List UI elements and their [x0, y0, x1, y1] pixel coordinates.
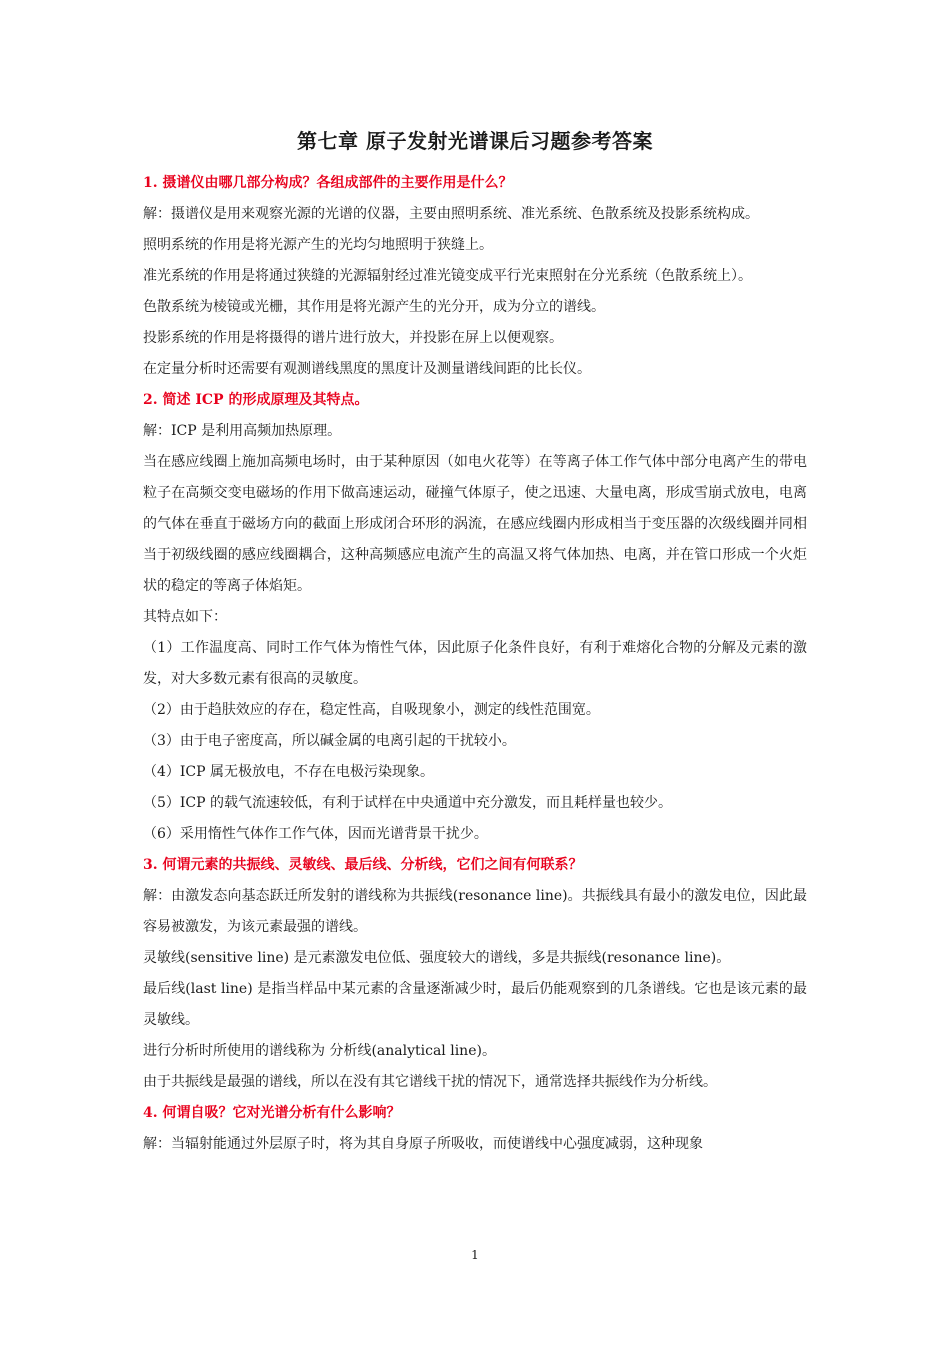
- paragraph: 解：当辐射能通过外层原子时，将为其自身原子所吸收，而使谱线中心强度减弱，这种现象: [143, 1136, 703, 1152]
- document-body: [143, 168, 807, 1160]
- paragraph: 投影系统的作用是将摄得的谱片进行放大，并投影在屏上以便观察。: [143, 330, 563, 346]
- paragraph: 其特点如下：: [143, 609, 227, 625]
- paragraph: 色散系统为棱镜或光栅，其作用是将光源产生的光分开，成为分立的谱线。: [143, 299, 605, 315]
- paragraph: 最后线(last line) 是指当样品中某元素的含量逐渐减少时，最后仍能观察到的几条谱线。它也是该元素的最灵敏线。: [143, 981, 807, 1028]
- paragraph: 灵敏线(sensitive line) 是元素激发电位低、强度较大的谱线，多是共振线(resonance line)。: [143, 950, 731, 966]
- list-item: （3）由于电子密度高，所以碱金属的电离引起的干扰较小。: [143, 733, 516, 749]
- list-item: （5）ICP 的载气流速较低，有利于试样在中央通道中充分激发，而且耗样量也较少。: [143, 795, 673, 811]
- question-heading: 2. 简述 ICP 的形成原理及其特点。: [143, 392, 369, 408]
- question-heading: 1. 摄谱仪由哪几部分构成？各组成部件的主要作用是什么？: [143, 175, 513, 191]
- paragraph: 由于共振线是最强的谱线，所以在没有其它谱线干扰的情况下，通常选择共振线作为分析线。: [143, 1074, 717, 1090]
- list-item: （6）采用惰性气体作工作气体，因而光谱背景干扰少。: [143, 826, 488, 842]
- page-number: 1: [471, 1248, 479, 1262]
- question-heading: 3. 何谓元素的共振线、灵敏线、最后线、分析线，它们之间有何联系？: [143, 857, 583, 873]
- paragraph: 解：由激发态向基态跃迁所发射的谱线称为共振线(resonance line)。共振线具有最小的激发电位，因此最容易被激发，为该元素最强的谱线。: [143, 888, 807, 935]
- paragraph: 当在感应线圈上施加高频电场时，由于某种原因（如电火花等）在等离子体工作气体中部分电离产生的带电粒子在高频交变电磁场的作用下做高速运动，碰撞气体原子，使之迅速、大量电离，形成雪崩式放电，电离的气体在垂直于磁场方向的截面上形成闭合环形的涡流，在感应线圈内形成相当于变压器的次级线圈并同相当于初级线圈的感应线圈耦合，这种高频感应电流产生的高温又将气体加热、电离，并在管口形成一个火炬状的稳定的等离子体焰矩。: [143, 454, 807, 594]
- paragraph: 照明系统的作用是将光源产生的光均匀地照明于狭缝上。: [143, 237, 493, 253]
- question-heading: 4. 何谓自吸？它对光谱分析有什么影响？: [143, 1105, 401, 1121]
- page-title: 第七章 原子发射光谱课后习题参考答案: [297, 129, 653, 153]
- paragraph: 准光系统的作用是将通过狭缝的光源辐射经过准光镜变成平行光束照射在分光系统（色散系统上）。: [143, 268, 752, 284]
- list-item: （1）工作温度高、同时工作气体为惰性气体，因此原子化条件良好，有利于难熔化合物的分解及元素的激发，对大多数元素有很高的灵敏度。: [143, 640, 807, 687]
- paragraph: 解：ICP 是利用高频加热原理。: [143, 423, 342, 439]
- list-item: （4）ICP 属无极放电，不存在电极污染现象。: [143, 764, 435, 780]
- paragraph: 解：摄谱仪是用来观察光源的光谱的仪器，主要由照明系统、准光系统、色散系统及投影系统构成。: [143, 206, 759, 222]
- list-item: （2）由于趋肤效应的存在，稳定性高，自吸现象小，测定的线性范围宽。: [143, 702, 600, 718]
- paragraph: 在定量分析时还需要有观测谱线黑度的黑度计及测量谱线间距的比长仪。: [143, 361, 591, 377]
- paragraph: 进行分析时所使用的谱线称为 分析线(analytical line)。: [143, 1043, 496, 1059]
